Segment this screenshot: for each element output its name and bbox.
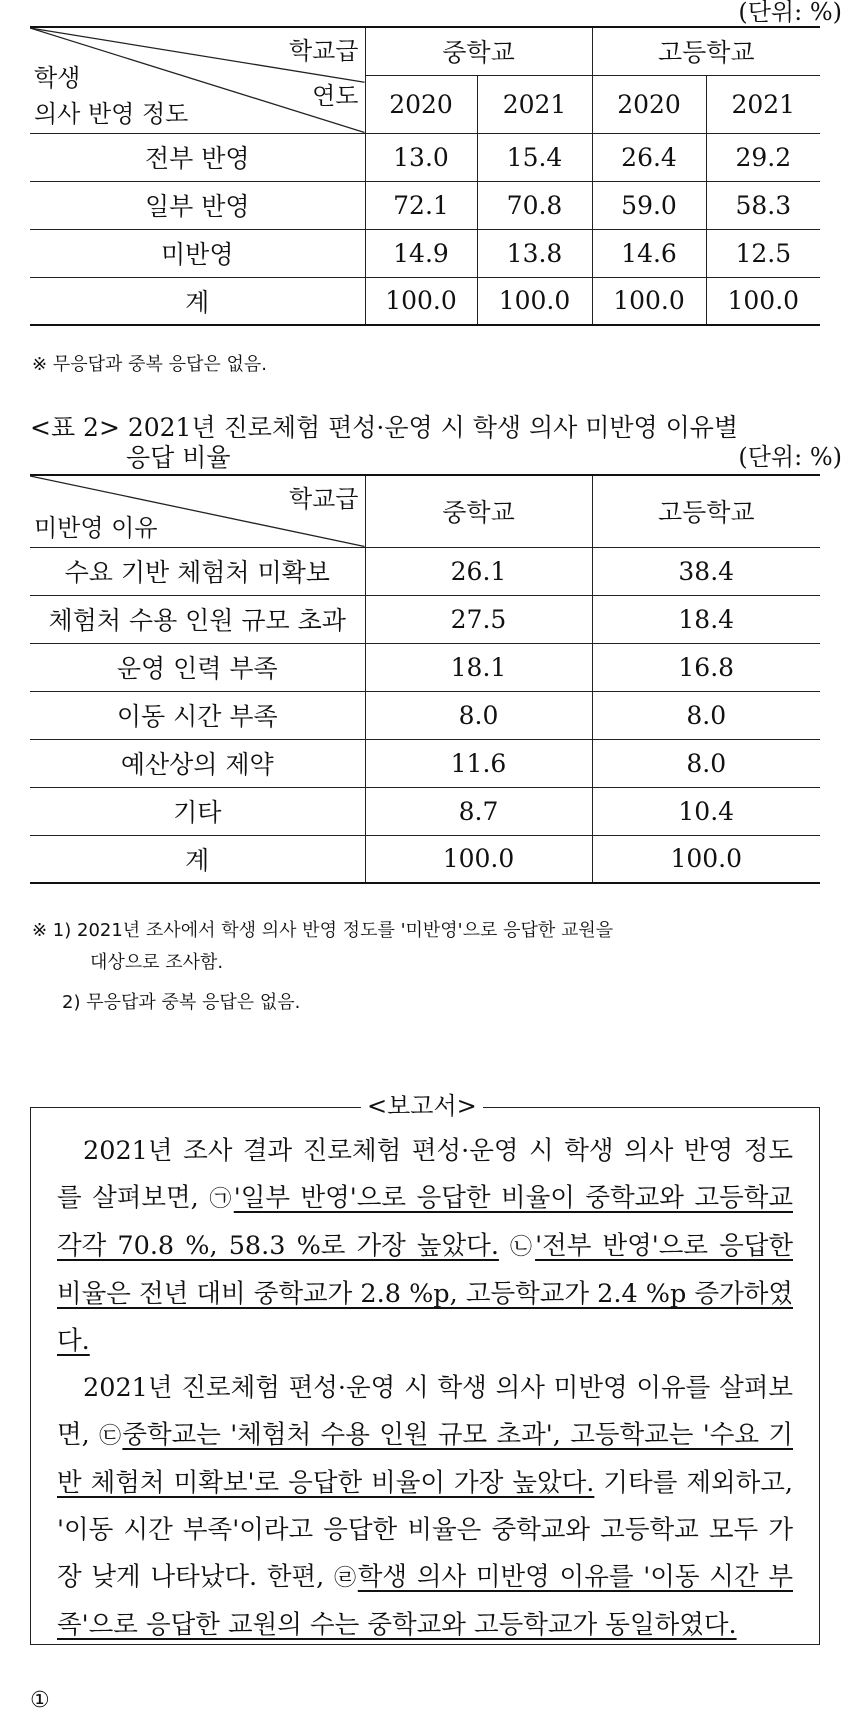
table1-unit: (단위: %) [738, 0, 842, 26]
table2-note1-cont: 대상으로 조사함. [90, 952, 224, 973]
table2-cell: 100.0 [365, 835, 592, 883]
table2-cell: 27.5 [365, 595, 592, 643]
table-row [30, 787, 820, 835]
table1-row-label: 미반영 [30, 229, 365, 277]
table1-header-high: 고등학교 [592, 27, 820, 75]
table-row [30, 595, 820, 643]
table1-cell: 58.3 [706, 181, 820, 229]
table1-cell: 26.4 [592, 133, 706, 181]
table2-note2: 2) 무응답과 중복 응답은 없음. [62, 992, 301, 1013]
report-statement-d: 학생 의사 미반영 이유를 '이동 시간 부족'으로 응답한 교원의 수는 중학교와 고등학교가 동일하였다. [57, 1562, 793, 1640]
table2-caption-line2: 응답 비율 [126, 443, 231, 472]
table2-cell: 16.8 [592, 643, 820, 691]
table2-caption-line1: <표 2> 2021년 진로체험 편성·운영 시 학생 의사 미반영 이유별 [30, 413, 739, 442]
table1-cell: 13.8 [477, 229, 592, 277]
report-p2-mid: 기타를 제외하고, '이동 시간 부족'이라고 응답한 비율은 중학교와 고등학교 모두 가장 낮게 나타났다. 한편, [57, 1468, 793, 1592]
table2-row-label: 체험처 수용 인원 규모 초과 [30, 595, 365, 643]
table1-cell: 15.4 [477, 133, 592, 181]
table-row [30, 547, 820, 595]
answer-choice-marker: ① [30, 1688, 50, 1713]
table1-cell: 100.0 [592, 277, 706, 325]
table1-header-middle: 중학교 [365, 27, 592, 75]
table-row [30, 181, 820, 229]
table2-row-label: 이동 시간 부족 [30, 691, 365, 739]
table1-cell: 59.0 [592, 181, 706, 229]
table-row [30, 691, 820, 739]
table1-row-label: 일부 반영 [30, 181, 365, 229]
table2 [30, 474, 820, 884]
table2-corner-school-level: 학교급 [288, 485, 359, 513]
table1-cell: 14.9 [365, 229, 477, 277]
table1-corner-student: 학생 [34, 64, 81, 92]
report-box [30, 1092, 820, 1645]
table-row [30, 277, 820, 325]
table2-cell: 8.0 [592, 691, 820, 739]
table-row [30, 229, 820, 277]
table2-row-label: 기타 [30, 787, 365, 835]
table-row [30, 133, 820, 181]
table-row [30, 739, 820, 787]
mark-b: ㉡ [510, 1235, 536, 1260]
table2-cell: 18.1 [365, 643, 592, 691]
table2-row-label: 운영 인력 부족 [30, 643, 365, 691]
table2-header-middle: 중학교 [365, 475, 592, 547]
table-row [30, 835, 820, 883]
table2-cell: 38.4 [592, 547, 820, 595]
table2-note1: ※ 1) 2021년 조사에서 학생 의사 반영 정도를 '미반영'으로 응답한 교원을 [32, 920, 614, 941]
table2-row-label: 수요 기반 체험처 미확보 [30, 547, 365, 595]
table2-corner-cell [30, 475, 365, 547]
mark-c: ㉢ [99, 1424, 123, 1449]
table1-corner-cell [30, 27, 365, 133]
table2-row-label: 예산상의 제약 [30, 739, 365, 787]
table1-cell: 29.2 [706, 133, 820, 181]
table2-unit: (단위: %) [738, 443, 842, 471]
table1-row-label: 전부 반영 [30, 133, 365, 181]
report-paragraph-2 [57, 1365, 793, 1649]
table2-cell: 8.7 [365, 787, 592, 835]
table2-cell: 26.1 [365, 547, 592, 595]
table2-cell: 18.4 [592, 595, 820, 643]
table1-cell: 100.0 [706, 277, 820, 325]
table1-cell: 70.8 [477, 181, 592, 229]
report-statement-c: 중학교는 '체험처 수용 인원 규모 초과', 고등학교는 '수요 기반 체험처 미확보'로 응답한 비율이 가장 높았다. [57, 1420, 793, 1498]
table1-year-cell: 2021 [477, 75, 592, 133]
table1-year-cell: 2020 [592, 75, 706, 133]
report-statement-b: '전부 반영'으로 응답한 비율은 전년 대비 중학교가 2.8 %p, 고등학교가 2.4 %p 증가하였다. [57, 1231, 793, 1356]
table2-header-high: 고등학교 [592, 475, 820, 547]
table1-cell: 13.0 [365, 133, 477, 181]
table1-year-cell: 2021 [706, 75, 820, 133]
table1-note: ※ 무응답과 중복 응답은 없음. [32, 354, 267, 375]
report-title: <보고서> [361, 1091, 483, 1121]
table1-corner-school-level: 학교급 [288, 37, 359, 65]
mark-d: ㉣ [334, 1566, 358, 1591]
table1-corner-reflection: 의사 반영 정도 [34, 99, 189, 128]
mark-a: ㉠ [209, 1187, 234, 1212]
table2-cell: 10.4 [592, 787, 820, 835]
table1-cell: 72.1 [365, 181, 477, 229]
report-paragraph-1 [57, 1128, 793, 1365]
table1-cell: 12.5 [706, 229, 820, 277]
report-statement-a: '일부 반영'으로 응답한 비율이 중학교와 고등학교 각각 70.8 %, 58.3 %로 가장 높았다. [57, 1183, 793, 1261]
report-p1-intro: 2021년 조사 결과 진로체험 편성·운영 시 학생 의사 반영 정도를 살펴보면, [57, 1136, 793, 1213]
table1-cell: 100.0 [477, 277, 592, 325]
table2-corner-reason: 미반영 이유 [34, 513, 158, 542]
table2-cell: 8.0 [365, 691, 592, 739]
report-p2-intro: 2021년 진로체험 편성·운영 시 학생 의사 미반영 이유를 살펴보면, [57, 1373, 793, 1450]
table-row [30, 643, 820, 691]
table1-corner-year: 연도 [312, 82, 359, 110]
table1-cell: 14.6 [592, 229, 706, 277]
table1-row-label: 계 [30, 277, 365, 325]
table2-cell: 100.0 [592, 835, 820, 883]
table1-year-cell: 2020 [365, 75, 477, 133]
table1 [30, 26, 820, 326]
table2-row-label: 계 [30, 835, 365, 883]
table1-cell: 100.0 [365, 277, 477, 325]
report-body [57, 1128, 793, 1649]
table2-cell: 11.6 [365, 739, 592, 787]
table2-cell: 8.0 [592, 739, 820, 787]
